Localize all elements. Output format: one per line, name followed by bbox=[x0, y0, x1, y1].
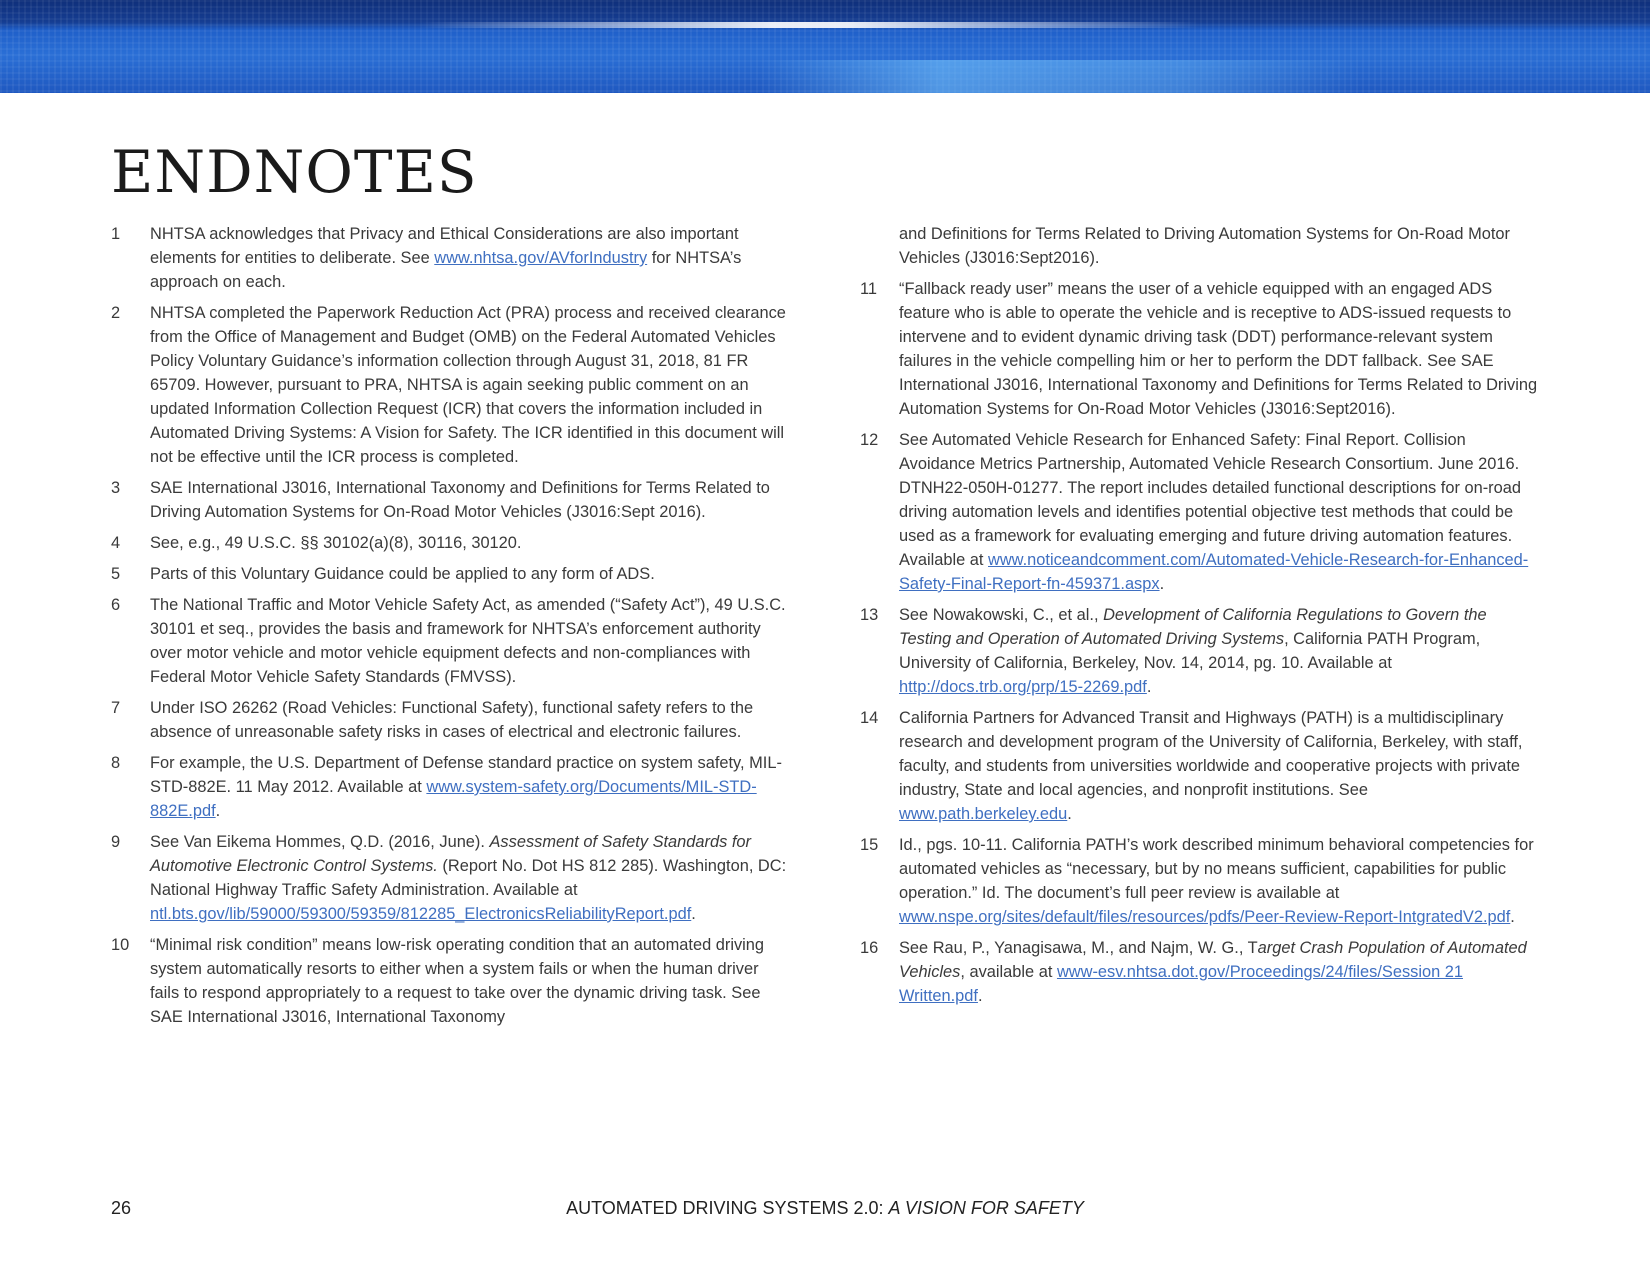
endnote-text: See Rau, P., Yanagisawa, M., and Najm, W. G., T bbox=[899, 939, 1258, 957]
endnote-text: Id., pgs. 10-11. California PATH’s work described minimum behavioral competencies for automated vehicles as “necessary, but by no means sufficient, capabilities for public operation.” Id. The document’s full peer review is available at bbox=[899, 836, 1534, 902]
endnote-text: NHTSA completed the Paperwork Reduction Act (PRA) process and received clearance from the Office of Management and Budget (OMB) on the Federal Automated Vehicles Policy Voluntary Guidance’s information collection through August 31, 2018, 81 FR 65709. However, pursuant to PRA, NHTSA is again seeking public comment on an updated Information Collection Request (ICR) that covers the information included in Automated Driving Systems: A Vision for Safety. The ICR identified in this document will not be effective until the ICR process is completed. bbox=[150, 304, 786, 466]
endnote-link[interactable]: www.path.berkeley.edu bbox=[899, 805, 1068, 823]
endnote-link[interactable]: www.nspe.org/sites/default/files/resources/pdfs/Peer-Review-Report-IntgratedV2.pdf bbox=[899, 908, 1511, 926]
endnote-number: 1 bbox=[111, 225, 121, 243]
endnote-number: 9 bbox=[111, 833, 121, 851]
endnote-text: , available at bbox=[960, 963, 1057, 981]
endnote-text: For example, the U.S. Department of Defense standard practice on system safety, MIL-STD-882E. 11 May 2012. Available at bbox=[150, 754, 782, 796]
endnote-text: . bbox=[977, 987, 983, 1005]
endnote-8 bbox=[111, 751, 791, 823]
endnote-1 bbox=[111, 222, 791, 294]
endnote-10-continuation: and Definitions for Terms Related to Driving Automation Systems for On-Road Motor Vehicles (J3016:Sept2016). bbox=[899, 225, 1510, 267]
footer-document-title bbox=[0, 1198, 1650, 1219]
endnote-text: See Nowakowski, C., et al., bbox=[899, 606, 1104, 624]
endnote-text: Under ISO 26262 (Road Vehicles: Functional Safety), functional safety refers to the absence of unreasonable safety risks in cases of electrical and electronic failures. bbox=[150, 699, 754, 741]
endnote-text: . bbox=[215, 802, 221, 820]
banner-glow bbox=[760, 60, 1360, 93]
endnote-number: 14 bbox=[860, 709, 879, 727]
endnote-12 bbox=[860, 428, 1540, 596]
page-title: ENDNOTES bbox=[111, 138, 478, 206]
endnote-text: . bbox=[1067, 805, 1072, 823]
endnote-link[interactable]: ntl.bts.gov/lib/59000/59300/59359/812285_ElectronicsReliabilityReport.pdf bbox=[150, 905, 692, 923]
endnotes-right-column bbox=[860, 222, 1540, 1015]
endnote-11 bbox=[860, 277, 1540, 421]
endnote-text: See, e.g., 49 U.S.C. §§ 30102(a)(8), 30116, 30120. bbox=[150, 534, 522, 552]
endnote-4 bbox=[111, 531, 791, 555]
endnote-link[interactable]: http://docs.trb.org/prp/15-2269.pdf bbox=[899, 678, 1147, 696]
endnote-6 bbox=[111, 593, 791, 689]
endnotes-left-column bbox=[111, 222, 791, 1036]
endnote-number: 6 bbox=[111, 596, 121, 614]
endnote-2 bbox=[111, 301, 791, 469]
endnote-number: 2 bbox=[111, 304, 121, 322]
endnote-text: . bbox=[1146, 678, 1152, 696]
endnote-number: 5 bbox=[111, 565, 121, 583]
endnote-number: 16 bbox=[860, 939, 879, 957]
endnote-16 bbox=[860, 936, 1540, 1008]
endnote-text: for NHTSA’s approach on each. bbox=[150, 249, 742, 291]
endnote-link[interactable]: www-esv.nhtsa.dot.gov/Proceedings/24/files/Session 21 Written.pdf bbox=[899, 963, 1463, 1005]
endnote-number: 3 bbox=[111, 479, 121, 497]
endnote-number: 11 bbox=[860, 280, 878, 298]
endnote-text: The National Traffic and Motor Vehicle Safety Act, as amended (“Safety Act”), 49 U.S.C. 30101 et seq., provides the basis and framework for NHTSA’s enforcement authority over motor vehicle and motor vehicle equipment defects and non-compliances with Federal Motor Vehicle Safety Standards (FMVSS). bbox=[150, 596, 786, 686]
endnote-number: 10 bbox=[111, 936, 130, 954]
endnote-text: . bbox=[691, 905, 696, 923]
endnote-link[interactable]: www.system-safety.org/Documents/MIL-STD-882E.pdf bbox=[150, 778, 757, 820]
endnote-14 bbox=[860, 706, 1540, 826]
endnote-9 bbox=[111, 830, 791, 926]
endnote-number: 15 bbox=[860, 836, 879, 854]
endnote-number: 13 bbox=[860, 606, 879, 624]
endnote-text: “Fallback ready user” means the user of a vehicle equipped with an engaged ADS feature who is able to operate the vehicle and is receptive to ADS-issued requests to intervene and to evident dynamic driving task (DDT) performance-relevant system failures in the vehicle compelling him or her to perform the DDT fallback. See SAE International J3016, International Taxonomy and Definitions for Terms Related to Driving Automation Systems for On-Road Motor Vehicles (J3016:Sept2016). bbox=[899, 280, 1538, 418]
endnote-10 bbox=[111, 933, 791, 1029]
endnote-text: See Automated Vehicle Research for Enhanced Safety: Final Report. Collision Avoidance Metrics Partnership, Automated Vehicle Research Consortium. June 2016. DTNH22-050H-01277. The report includes detailed functional descriptions for on-road driving automation levels and identifies potential objective test methods that could be used as a framework for evaluating emerging and future driving automation features. Available at bbox=[899, 431, 1521, 569]
endnote-number: 12 bbox=[860, 431, 879, 449]
endnote-text: (Report No. Dot HS 812 285). Washington, DC: National Highway Traffic Safety Administration. Available at bbox=[150, 857, 787, 899]
endnote-number: 7 bbox=[111, 699, 121, 717]
endnote-13 bbox=[860, 603, 1540, 699]
endnote-number: 4 bbox=[111, 534, 121, 552]
endnote-link[interactable]: www.noticeandcomment.com/Automated-Vehicle-Research-for-Enhanced-Safety-Final-Report-fn-459371.aspx bbox=[899, 551, 1529, 593]
endnote-text: , California PATH Program, University of California, Berkeley, Nov. 14, 2014, pg. 10. Available at bbox=[899, 630, 1481, 672]
endnote-7 bbox=[111, 696, 791, 744]
endnote-text: . bbox=[1510, 908, 1515, 926]
page-number: 26 bbox=[111, 1198, 132, 1218]
endnote-text: “Minimal risk condition” means low-risk operating condition that an automated driving system automatically resorts to either when a system fails or when the human driver fails to respond appropriately to a request to take over the dynamic driving task. See SAE International J3016, International Taxonomy bbox=[150, 936, 765, 1026]
endnote-number: 8 bbox=[111, 754, 121, 772]
endnote-link[interactable]: www.nhtsa.gov/AVforIndustry bbox=[434, 249, 648, 267]
endnote-text: California Partners for Advanced Transit and Highways (PATH) is a multidisciplinary research and development program of the University of California, Berkeley, with staff, faculty, and students from universities worldwide and cooperative projects with private industry, State and local agencies, and nonprofit institutions. See bbox=[899, 709, 1523, 799]
endnote-italic-title: Development of California Regulations to Govern the Testing and Operation of Automated Driving Systems bbox=[899, 606, 1487, 648]
endnote-text: NHTSA acknowledges that Privacy and Ethical Considerations are also important elements for entities to deliberate. See bbox=[150, 225, 739, 267]
header-banner bbox=[0, 0, 1650, 93]
endnote-italic-title: arget Crash Population of Automated Vehicles bbox=[899, 939, 1527, 981]
endnote-text: See Van Eikema Hommes, Q.D. (2016, June). bbox=[150, 833, 490, 851]
footer-title-text: AUTOMATED DRIVING SYSTEMS 2.0: bbox=[566, 1198, 889, 1218]
endnote-5 bbox=[111, 562, 791, 586]
endnote-text: . bbox=[1159, 575, 1165, 593]
endnote-italic-title: Assessment of Safety Standards for Automotive Electronic Control Systems. bbox=[150, 833, 751, 875]
endnote-text: Parts of this Voluntary Guidance could be applied to any form of ADS. bbox=[150, 565, 655, 583]
endnote-15 bbox=[860, 833, 1540, 929]
endnote-text: SAE International J3016, International Taxonomy and Definitions for Terms Related to Driving Automation Systems for On-Road Motor Vehicles (J3016:Sept 2016). bbox=[150, 479, 770, 521]
endnote-3 bbox=[111, 476, 791, 524]
banner-light-streak bbox=[420, 22, 1200, 28]
footer-title-italic: A VISION FOR SAFETY bbox=[888, 1198, 1084, 1218]
